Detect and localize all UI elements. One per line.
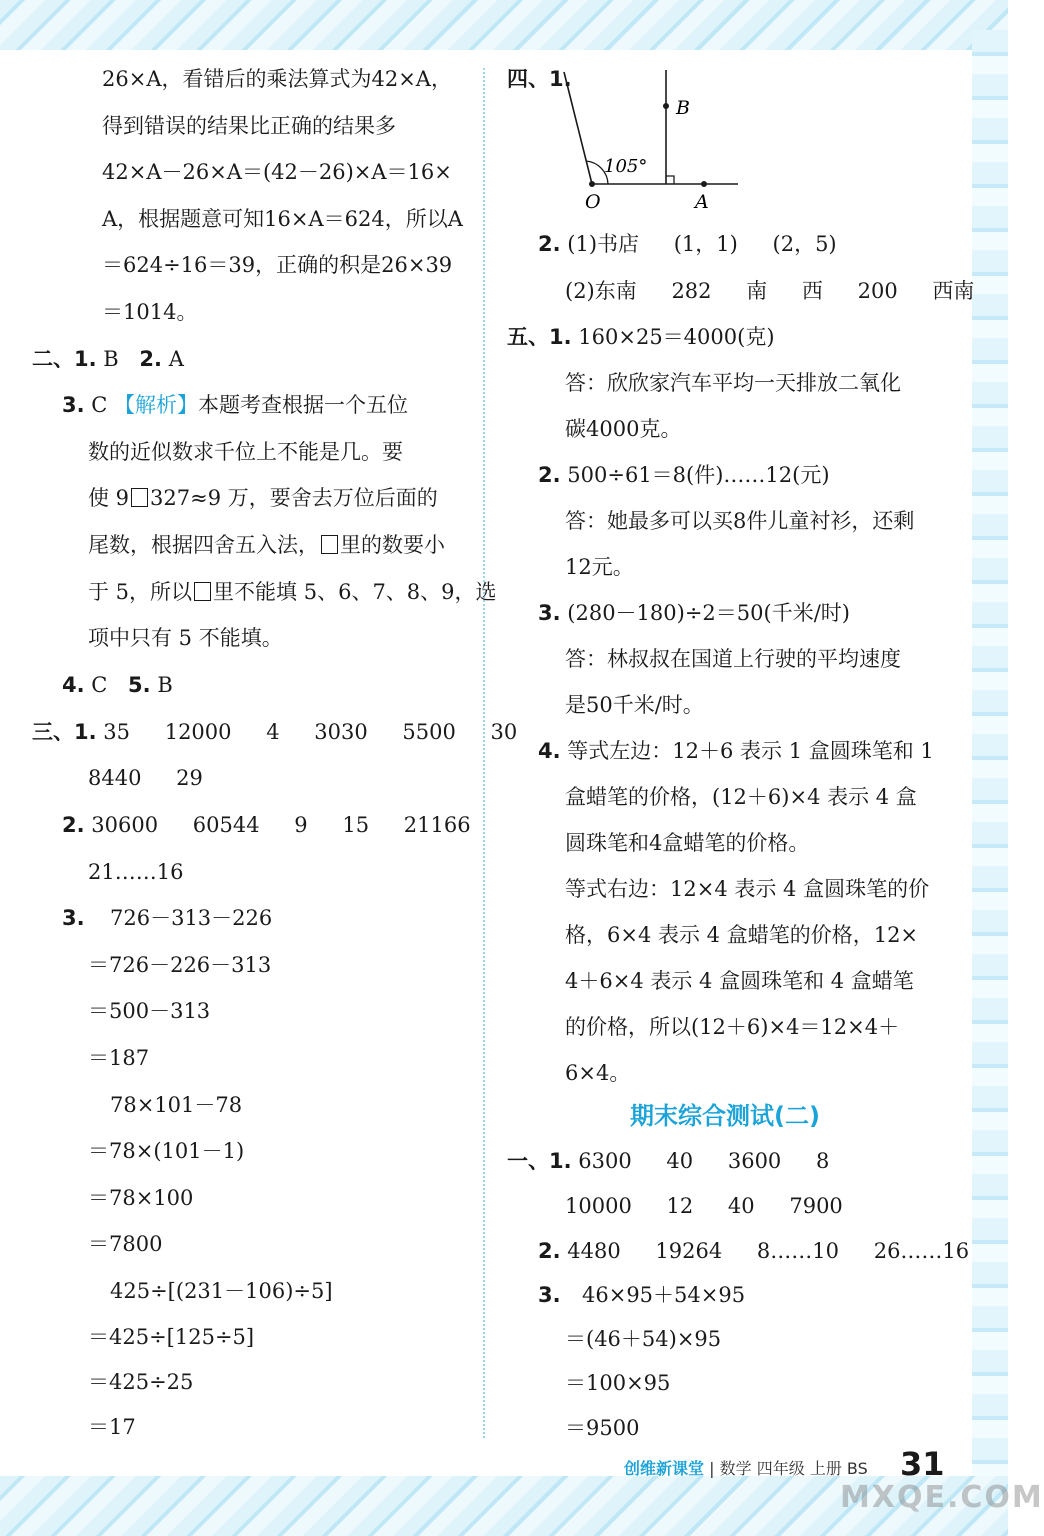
- volume-label: 上册: [809, 1459, 842, 1478]
- ray-oc: [564, 72, 592, 184]
- question-number: 3.: [62, 393, 85, 417]
- test2-q1: [507, 1146, 829, 1176]
- text-fragment: 于 5，所以: [88, 580, 193, 604]
- section-5-q2: [538, 460, 830, 490]
- section-5-q4: [538, 736, 934, 766]
- answer: 10000: [565, 1194, 632, 1218]
- page-footer: [624, 1452, 868, 1486]
- calc-line: ＝9500: [565, 1416, 640, 1440]
- answer: 西南: [932, 279, 975, 303]
- page-number: 31: [900, 1445, 945, 1483]
- question-number: 3.: [62, 906, 85, 930]
- question-number: 3.: [538, 1283, 561, 1307]
- section-number: 一、: [507, 1149, 549, 1173]
- text-line: 数的近似数求千位上不能是几。要: [88, 440, 403, 464]
- text-line: 42×A－26×A＝(42－26)×A＝16×: [102, 160, 452, 184]
- grade-label: 四年级: [756, 1459, 805, 1478]
- answer: 8……10: [756, 1239, 840, 1263]
- blank-box: [321, 535, 338, 554]
- answer: A: [168, 347, 184, 371]
- section-title: 期末综合测试(二): [630, 1102, 820, 1130]
- point-a-dot: [701, 181, 707, 187]
- subject-label: 数学: [719, 1459, 752, 1478]
- answer: B: [103, 347, 119, 371]
- right-decor-band: [972, 30, 1008, 1490]
- text-line: 答：欣欣家汽车平均一天排放二氧化: [565, 371, 901, 395]
- calc-line: 160×25＝4000(克): [578, 325, 775, 349]
- question-number: 1.: [549, 325, 572, 349]
- footer-separator: |: [709, 1459, 715, 1478]
- blank-box: [131, 488, 148, 507]
- answer-line: [565, 1191, 843, 1221]
- text-line: 是50千米/时。: [565, 693, 704, 717]
- text-line: ＝624÷16＝39，正确的积是26×39: [102, 253, 453, 277]
- answer: 4480: [567, 1239, 621, 1263]
- calc-line: ＝7800: [88, 1232, 163, 1256]
- angle-label: 105°: [604, 156, 648, 177]
- section-number: 二、: [32, 347, 74, 371]
- calc-line: 78×101－78: [110, 1093, 243, 1117]
- watermark: MXQE.COM: [840, 1480, 1044, 1515]
- text-fragment: 里不能填 5、6、7、8、9，选: [213, 580, 497, 604]
- answer: 4: [266, 720, 280, 744]
- answer: B: [157, 673, 173, 697]
- text-line: [88, 577, 497, 607]
- text-line: 盒蜡笔的价格，(12＋6)×4 表示 4 盒: [565, 785, 917, 809]
- answer: 21……16: [88, 860, 184, 884]
- text-line: 4＋6×4 表示 4 盒圆珠笔和 4 盒蜡笔: [565, 969, 914, 993]
- point-o-dot: [589, 181, 595, 187]
- calc-line: 425÷[(231－106)÷5]: [110, 1279, 333, 1303]
- question-number: 1.: [549, 1149, 572, 1173]
- answer: 西: [801, 279, 823, 303]
- test2-q3: [538, 1280, 561, 1310]
- question-number: 1.: [549, 67, 572, 91]
- answer: 8440: [88, 766, 142, 790]
- calc-line: ＝78×(101－1): [88, 1139, 245, 1163]
- text-line: 本题考查根据一个五位: [198, 393, 409, 417]
- section-number: 五、: [507, 325, 549, 349]
- question-number: 5.: [128, 673, 151, 697]
- point-b-dot: [663, 103, 669, 109]
- question-number: 2.: [538, 463, 561, 487]
- text-line: [88, 483, 438, 513]
- text-line: 26×A，看错后的乘法算式为42×A，: [102, 67, 452, 91]
- section-number: 四、: [507, 67, 549, 91]
- section-5-q3: [538, 598, 850, 628]
- answer: 26……16: [873, 1239, 970, 1263]
- answer: 5500: [402, 720, 456, 744]
- answer: 282: [671, 279, 712, 303]
- section-5-q1: [507, 322, 775, 352]
- section-4-q2-part2: [565, 276, 974, 306]
- text-line: 格，6×4 表示 4 盒蜡笔的价格，12×: [565, 923, 919, 947]
- question-number: 2.: [538, 232, 561, 256]
- answer: 3030: [314, 720, 368, 744]
- answer: 3600: [727, 1149, 782, 1173]
- answer: 9: [294, 813, 308, 837]
- text-line: 碳4000克。: [565, 417, 682, 441]
- answer: C: [91, 673, 108, 697]
- calc-line: 500÷61＝8(件)……12(元): [567, 463, 830, 487]
- answer: 30600: [91, 813, 159, 837]
- calc-line: ＝726－226－313: [88, 953, 272, 977]
- calc-line: ＝100×95: [565, 1371, 671, 1395]
- calc-line: ＝(46＋54)×95: [565, 1327, 722, 1351]
- calc-line: ＝425÷25: [88, 1370, 194, 1394]
- answer: 南: [746, 279, 768, 303]
- answer: (2，5): [772, 232, 837, 256]
- calc-line: 726－313－226: [110, 906, 273, 930]
- answer: 30: [490, 720, 518, 744]
- section-3-q1: [32, 717, 517, 747]
- answer: 15: [342, 813, 370, 837]
- answer: 12: [666, 1194, 694, 1218]
- section-number: 三、: [32, 720, 74, 744]
- column-divider: [483, 68, 485, 1438]
- section-3-q3: [62, 903, 85, 933]
- blank-box: [194, 582, 211, 601]
- answer: C: [91, 393, 108, 417]
- answer: 7900: [789, 1194, 843, 1218]
- calc-line: ＝500－313: [88, 999, 211, 1023]
- answer: 40: [666, 1149, 694, 1173]
- calc-line: ＝187: [88, 1046, 150, 1070]
- question-number: 1.: [74, 720, 97, 744]
- calc-line: (280－180)÷2＝50(千米/时): [567, 601, 850, 625]
- text-fragment: 里的数要小: [340, 533, 445, 557]
- answer: 35: [103, 720, 131, 744]
- text-line: ＝1014。: [102, 300, 198, 324]
- question-number: 2.: [62, 813, 85, 837]
- point-a-label: A: [695, 191, 709, 213]
- answer-line: [88, 763, 203, 793]
- text-line: 项中只有 5 不能填。: [88, 626, 283, 650]
- answer: 29: [176, 766, 203, 790]
- text-fragment: 使 9: [88, 486, 130, 510]
- text-line: A，根据题意可知16×A＝624，所以A: [102, 207, 463, 231]
- text-line: 12元。: [565, 555, 634, 579]
- calc-line: ＝78×100: [88, 1186, 194, 1210]
- point-o-label: O: [585, 191, 601, 213]
- text-line: 答：她最多可以买8件儿童衬衫，还剩: [565, 509, 915, 533]
- top-decor-band: [0, 0, 1008, 50]
- question-number: 2.: [139, 347, 162, 371]
- answer: 6300: [578, 1149, 632, 1173]
- text-line: 等式右边：12×4 表示 4 盒圆珠笔的价: [565, 877, 930, 901]
- answer: 200: [857, 279, 898, 303]
- angle-figure: [555, 62, 745, 222]
- answer: (1，1): [673, 232, 738, 256]
- point-b-label: B: [676, 97, 690, 119]
- answer: 12000: [164, 720, 232, 744]
- answer: (1)书店: [567, 232, 640, 256]
- section-3-q2: [62, 810, 471, 840]
- question-3-line: [62, 390, 408, 420]
- question-number: 4.: [62, 673, 85, 697]
- analysis-tag: 【解析】: [114, 393, 199, 417]
- answer: 40: [727, 1194, 755, 1218]
- text-line: 得到错误的结果比正确的结果多: [102, 114, 396, 138]
- calc-line: ＝17: [88, 1415, 136, 1439]
- question-number: 2.: [538, 1239, 561, 1263]
- text-line: 的价格，所以(12＋6)×4＝12×4＋: [565, 1015, 900, 1039]
- text-fragment: 尾数，根据四舍五入法，: [88, 533, 319, 557]
- text-line: 等式左边：12＋6 表示 1 盒圆珠笔和 1: [567, 739, 934, 763]
- brand-name: 创维新课堂: [624, 1459, 705, 1478]
- answer: 8: [815, 1149, 830, 1173]
- text-line: [88, 530, 445, 560]
- text-line: 圆珠笔和4盒蜡笔的价格。: [565, 831, 810, 855]
- answer: 21166: [403, 813, 471, 837]
- question-number: 4.: [538, 739, 561, 763]
- edition-label: BS: [846, 1459, 868, 1478]
- text-line: 6×4。: [565, 1061, 631, 1085]
- right-angle-mark: [666, 176, 674, 184]
- question-number: 3.: [538, 601, 561, 625]
- test2-q2: [538, 1236, 969, 1266]
- answer: 19264: [655, 1239, 723, 1263]
- section-4-q2-part1: [538, 229, 837, 259]
- text-fragment: 327≈9 万，要舍去万位后面的: [150, 486, 438, 510]
- answer: (2)东南: [565, 279, 637, 303]
- text-line: 答：林叔叔在国道上行驶的平均速度: [565, 647, 901, 671]
- question-4-5-line: [62, 670, 173, 700]
- section-2-answers: [32, 344, 184, 374]
- question-number: 1.: [74, 347, 97, 371]
- answer: 60544: [192, 813, 260, 837]
- calc-line: ＝425÷[125÷5]: [88, 1325, 255, 1349]
- calc-line: 46×95＋54×95: [582, 1283, 746, 1307]
